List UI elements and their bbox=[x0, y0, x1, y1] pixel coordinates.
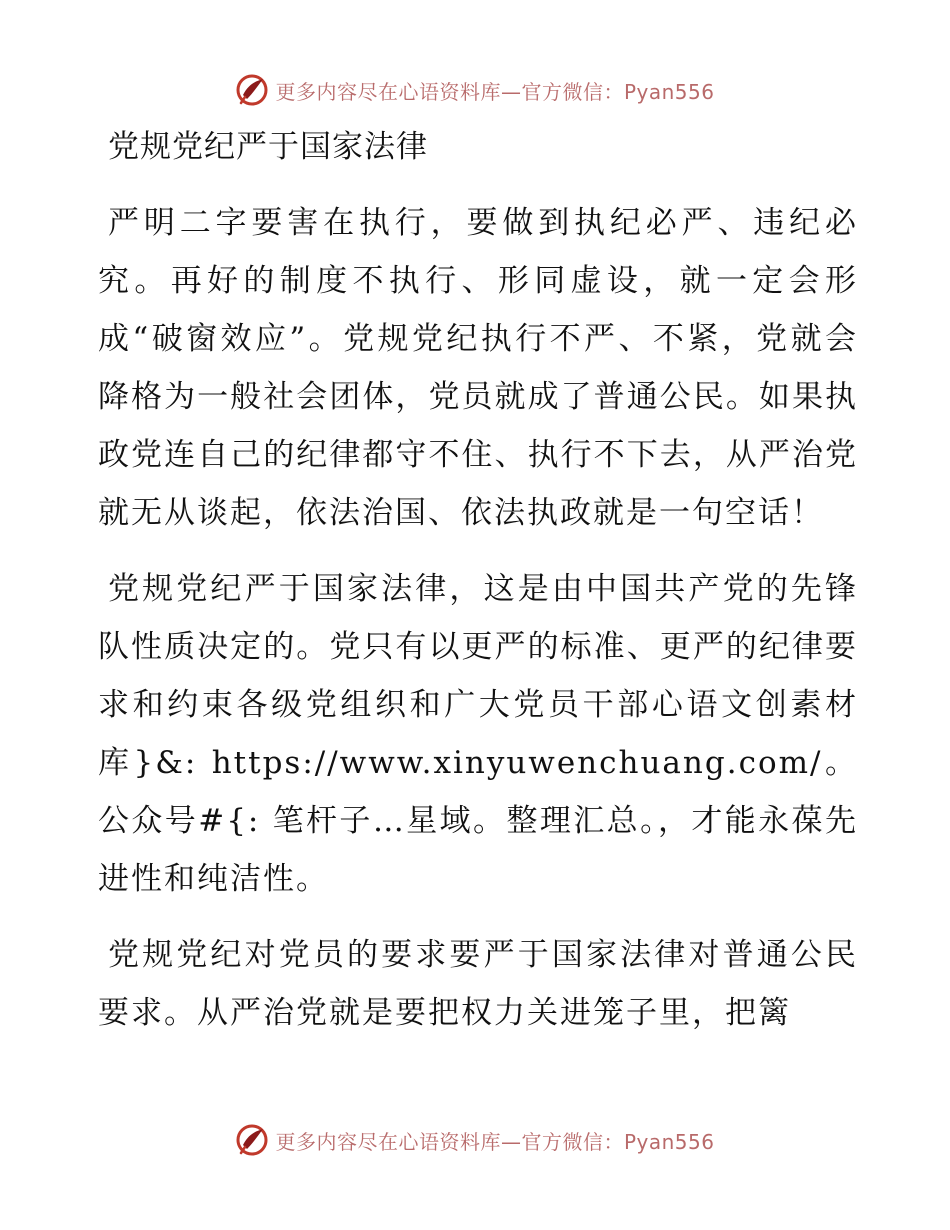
footer-banner bbox=[0, 1120, 950, 1160]
document-body bbox=[98, 118, 858, 1060]
brush-seal-logo-icon bbox=[235, 73, 269, 107]
header-banner-text: 更多内容尽在心语资料库—官方微信：Pyan556 bbox=[275, 79, 715, 104]
document-title: 党规党纪严于国家法律 bbox=[108, 129, 428, 165]
brush-seal-logo-icon bbox=[235, 1123, 269, 1157]
paragraph-2: 党规党纪严于国家法律，这是由中国共产党的先锋队性质决定的。党只有以更严的标准、更严的纪律要求和约束各级党组织和广大党员干部心语文创素材库}&: https://www.xinyuwenchuang.com/。公众号#{: 笔杆子…星域。整理汇总。，才能永葆先进性和纯洁性。 bbox=[98, 571, 858, 897]
paragraph-3: 党规党纪对党员的要求要严于国家法律对普通公民要求。从严治党就是要把权力关进笼子里，把篱 bbox=[98, 937, 858, 1031]
footer-banner-text: 更多内容尽在心语资料库—官方微信：Pyan556 bbox=[275, 1129, 715, 1154]
paragraph-1: 严明二字要害在执行，要做到执纪必严、违纪必究。再好的制度不执行、形同虚设，就一定会形成“破窗效应”。党规党纪执行不严、不紧，党就会降格为一般社会团体，党员就成了普通公民。如果执政党连自己的纪律都守不住、执行不下去，从严治党就无从谈起，依法治国、依法执政就是一句空话！ bbox=[98, 205, 858, 531]
header-banner bbox=[0, 70, 950, 110]
